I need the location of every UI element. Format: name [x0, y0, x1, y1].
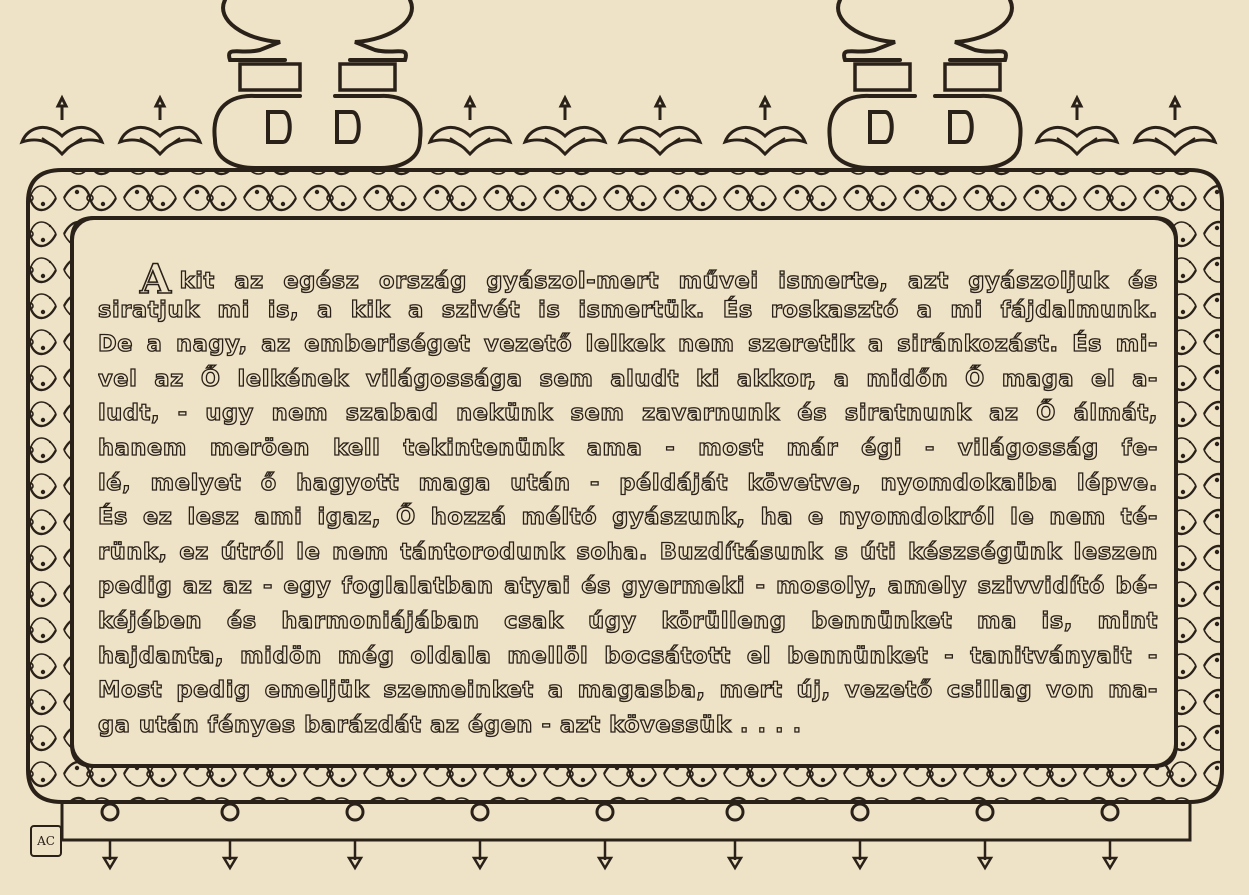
text-line: pedig az az - egy foglalatban atyai és gyermeki - mosoly, amely szivvidító bé-	[98, 573, 1158, 600]
text-line: vel az Ő lelkének világossága sem aludt ki akkor, a midőn Ő maga el a-	[98, 365, 1158, 392]
text-line: siratjuk mi is, a kik a szivét is ismertük. És roskasztó a mi fájdalmunk.	[98, 296, 1158, 323]
text-line: rünk, ez útról le nem tántorodunk soha. Buzdításunk s úti készségünk leszen	[98, 538, 1158, 565]
memorial-text	[98, 258, 1158, 748]
text-line: ga után fényes barázdát az égen - azt kövessük . . . .	[98, 711, 802, 738]
text-line: kéjében és harmoniájában csak úgy körülleng bennünket ma is, mint	[98, 607, 1158, 634]
text-line: hanem meröen kell tekintenünk ama - most már égi - világosság fe-	[98, 434, 1158, 461]
artist-monogram: AC	[30, 825, 62, 857]
text-line: És ez lesz ami igaz, Ő hozzá méltó gyászunk, ha e nyomdokról le nem té-	[98, 504, 1158, 531]
text-line: De a nagy, az emberiséget vezető lelkek nem szeretik a siránkozást. És mi-	[98, 331, 1158, 358]
text-line: hajdanta, midön még oldala mellöl bocsátott el bennünket - tanitványait -	[98, 642, 1158, 669]
drop-cap: A	[140, 258, 172, 303]
text-line: ludt, - ugy nem szabad nekünk sem zavarnunk és siratnunk az Ő álmát,	[98, 400, 1158, 427]
text-line: Akit az egész ország gyászol-mert művei ismerte, azt gyászoljuk és	[140, 258, 1158, 303]
text-line: lé, melyet ő hagyott maga után - példáját követve, nyomdokaiba lépve.	[98, 469, 1158, 496]
text-line: Most pedig emeljük szemeinket a magasba, mert új, vezető csillag von ma-	[98, 677, 1158, 704]
